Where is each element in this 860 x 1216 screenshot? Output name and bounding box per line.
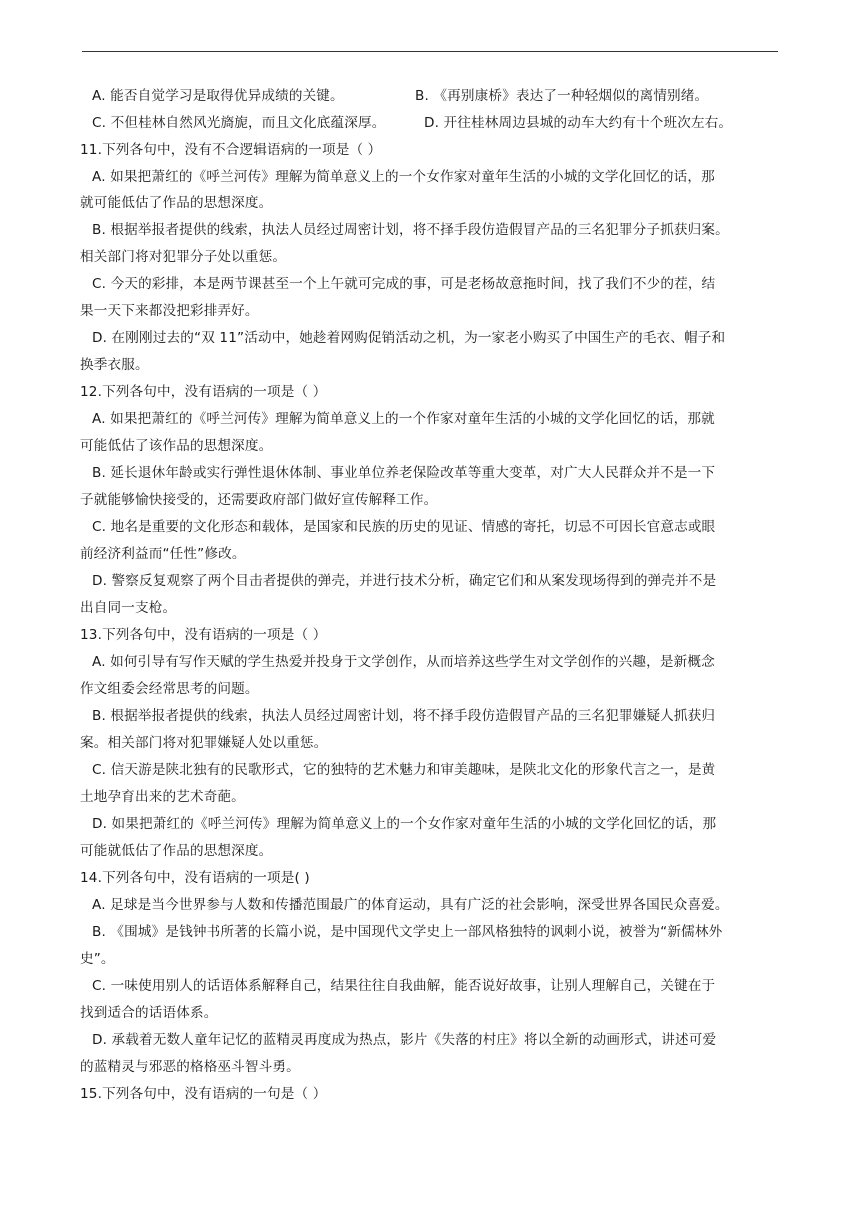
q11-option-a: A. 如果把萧红的《呼兰河传》理解为简单意义上的一个女作家对童年生活的小城的文学化回忆的话，那 [92,169,715,185]
q11-option-a-cont: 就可能低估了作品的思想深度。 [80,195,273,211]
q13-option-a: A. 如何引导有写作天赋的学生热爱并投身于文学创作，从而培养这些学生对文学创作的兴趣，是新概念 [92,654,715,670]
q10-option-a: A. 能否自觉学习是取得优异成绩的关键。 [92,88,344,104]
q12-option-b-cont: 子就能够愉快接受的，还需要政府部门做好宣传解释工作。 [80,492,438,508]
q12-option-a-cont: 可能低估了该作品的思想深度。 [80,438,273,454]
header-rule [82,51,778,52]
q14-option-a: A. 足球是当今世界参与人数和传播范围最广的体育运动，具有广泛的社会影响，深受世界各国民众喜爱。 [92,897,729,913]
q12-option-c-cont: 前经济利益而“任性”修改。 [80,546,246,562]
q11-option-c: C. 今天的彩排，本是两节课甚至一个上午就可完成的事，可是老杨故意拖时间，找了我们不少的茬，结 [92,276,716,292]
question-13: 13.下列各句中，没有语病的一项是（ ） [80,627,327,643]
q11-option-d-cont: 换季衣服。 [80,357,149,373]
q13-option-c: C. 信天游是陕北独有的民歌形式，它的独特的艺术魅力和审美趣味，是陕北文化的形象代言之一，是黄 [92,762,716,778]
q12-option-d: D. 警察反复观察了两个目击者提供的弹壳，并进行技术分析，确定它们和从案发现场得到的弹壳并不是 [92,573,717,589]
q13-option-d: D. 如果把萧红的《呼兰河传》理解为简单意义上的一个女作家对童年生活的小城的文学化回忆的话，那 [92,816,717,832]
q11-option-c-cont: 果一天下来都没把彩排弄好。 [80,303,259,319]
q12-option-c: C. 地名是重要的文化形态和载体，是国家和民族的历史的见证、情感的寄托，切忌不可因长官意志或眼 [92,519,716,535]
q11-option-b-cont: 相关部门将对犯罪分子处以重惩。 [80,249,287,265]
q10-option-b: B. 《再别康桥》表达了一种轻烟似的离情别绪。 [415,88,709,104]
q14-option-d-cont: 的蓝精灵与邪恶的格格巫斗智斗勇。 [80,1059,300,1075]
q10-option-d: D. 开往桂林周边县城的动车大约有十个班次左右。 [424,115,733,131]
q14-option-b-cont: 史”。 [80,951,115,967]
q12-option-d-cont: 出自同一支枪。 [80,600,177,616]
q11-option-d: D. 在刚刚过去的“双 11”活动中，她趁着网购促销活动之机，为一家老小购买了中国生产的毛衣、帽子和 [92,330,726,346]
q11-option-b: B. 根据举报者提供的线索，执法人员经过周密计划，将不择手段仿造假冒产品的三名犯罪分子抓获归案。 [92,222,729,238]
q14-option-d: D. 承载着无数人童年记忆的蓝精灵再度成为热点，影片《失落的村庄》将以全新的动画形式，讲述可爱 [92,1032,717,1048]
question-12: 12.下列各句中，没有语病的一项是（ ） [80,384,327,400]
q13-option-b-cont: 案。相关部门将对犯罪嫌疑人处以重惩。 [80,735,328,751]
q14-option-c: C. 一味使用别人的话语体系解释自己，结果往往自我曲解，能否说好故事，让别人理解自己，关键在于 [92,978,716,994]
q13-option-b: B. 根据举报者提供的线索，执法人员经过周密计划，将不择手段仿造假冒产品的三名犯罪嫌疑人抓获归 [92,708,716,724]
question-14: 14.下列各句中，没有语病的一项是( ) [80,870,310,886]
question-11: 11.下列各句中，没有不合逻辑语病的一项是（ ） [80,142,382,158]
q12-option-a: A. 如果把萧红的《呼兰河传》理解为简单意义上的一个作家对童年生活的小城的文学化回忆的话，那就 [92,411,715,427]
q13-option-c-cont: 土地孕育出来的艺术奇葩。 [80,789,245,805]
q10-option-c: C. 不但桂林自然风光旖旎，而且文化底蕴深厚。 [92,115,386,131]
q14-option-c-cont: 找到适合的话语体系。 [80,1005,218,1021]
q13-option-a-cont: 作文组委会经常思考的问题。 [80,681,259,697]
q12-option-b: B. 延长退休年龄或实行弹性退休体制、事业单位养老保险改革等重大变革，对广大人民群众并不是一下 [92,465,716,481]
question-15: 15.下列各句中，没有语病的一句是（ ） [80,1086,327,1102]
q13-option-d-cont: 可能就低估了作品的思想深度。 [80,843,273,859]
q14-option-b: B. 《围城》是钱钟书所著的长篇小说，是中国现代文学史上一部风格独特的讽刺小说，被誉为“新儒林外 [92,924,723,940]
